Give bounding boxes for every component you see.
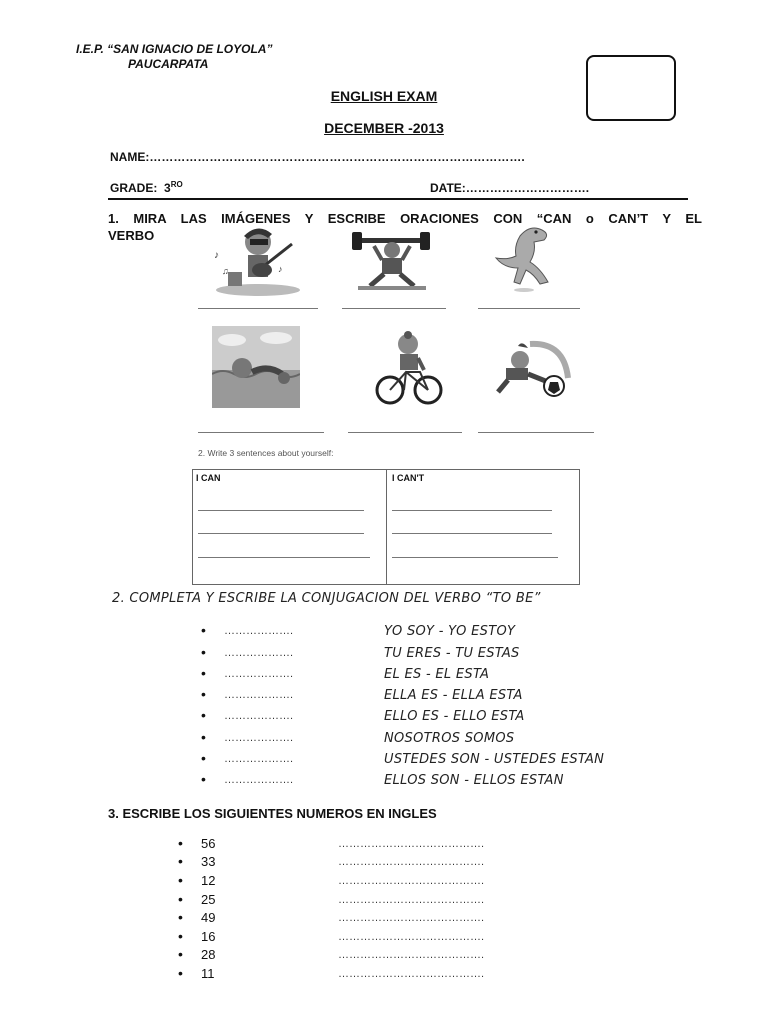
bullet: • (178, 891, 183, 907)
q1-sub-instruction: 2. Write 3 sentences about yourself: (198, 448, 334, 458)
name-field: NAME:…………………………………………………………………………………. (110, 150, 525, 164)
answer-line (392, 510, 552, 511)
conjugation-item: EL ES - EL ESTA (384, 667, 490, 682)
conjugation-item: NOSOTROS SOMOS (384, 731, 515, 746)
soccer-player-icon (490, 338, 574, 402)
number-item: 56 (201, 836, 216, 851)
number-blank: …………………………………. (338, 838, 485, 850)
answer-line (478, 432, 594, 433)
bullet: • (201, 771, 206, 787)
conjugation-item: YO SOY - YO ESTOY (384, 624, 516, 639)
conjugation-blank: ………………. (224, 753, 294, 765)
date-field: DATE:…………………………. (430, 181, 590, 195)
answer-line (198, 308, 318, 309)
table-divider (386, 469, 387, 584)
answer-line (198, 557, 370, 558)
q2-instruction: 2. COMPLETA Y ESCRIBE LA CONJUGACION DEL VERBO “TO BE” (112, 591, 541, 606)
conjugation-blank: ………………. (224, 710, 294, 722)
conjugation-blank: ………………. (224, 668, 294, 680)
swimmer-icon (212, 326, 300, 408)
answer-line (198, 510, 364, 511)
bullet: • (178, 909, 183, 925)
number-item: 28 (201, 947, 216, 962)
bullet: • (201, 707, 206, 723)
svg-text:♪: ♪ (278, 264, 283, 274)
cant-column-header: I CAN'T (392, 473, 425, 483)
number-item: 12 (201, 873, 216, 888)
cyclist-icon (374, 330, 444, 408)
dinosaur-icon (490, 222, 556, 294)
bullet: • (201, 686, 206, 702)
school-name: I.E.P. “SAN IGNACIO DE LOYOLA” (76, 42, 273, 56)
boy-guitar-icon (208, 222, 304, 298)
bullet: • (201, 644, 206, 660)
number-blank: …………………………………. (338, 931, 485, 943)
number-item: 33 (201, 854, 216, 869)
bullet: • (201, 729, 206, 745)
answer-line (198, 533, 364, 534)
answer-line (392, 533, 552, 534)
conjugation-blank: ………………. (224, 774, 294, 786)
school-district: PAUCARPATA (128, 57, 209, 71)
number-blank: …………………………………. (338, 856, 485, 868)
number-blank: …………………………………. (338, 949, 485, 961)
answer-line (342, 308, 446, 309)
grade-suffix: RO (170, 180, 183, 189)
conjugation-item: ELLOS SON - ELLOS ESTAN (384, 773, 564, 788)
header-divider (108, 198, 688, 200)
number-blank: …………………………………. (338, 912, 485, 924)
answer-line (478, 308, 580, 309)
svg-text:♫: ♫ (222, 266, 229, 276)
exam-date: DECEMBER -2013 (324, 120, 444, 136)
conjugation-item: ELLA ES - ELLA ESTA (384, 688, 523, 703)
number-blank: …………………………………. (338, 968, 485, 980)
number-blank: …………………………………. (338, 875, 485, 887)
conjugation-item: USTEDES SON - USTEDES ESTAN (384, 752, 605, 767)
bullet: • (178, 946, 183, 962)
answer-line (392, 557, 558, 558)
conjugation-blank: ………………. (224, 732, 294, 744)
q1-instruction-cont: VERBO (108, 228, 155, 243)
conjugation-blank: ………………. (224, 625, 294, 637)
q1-instruction: 1. MIRA LAS IMÁGENES Y ESCRIBE ORACIONES CON “CAN o CAN’T Y EL (108, 211, 702, 226)
grade-value: 3 (164, 181, 171, 195)
number-blank: …………………………………. (338, 894, 485, 906)
conjugation-item: TU ERES - TU ESTAS (384, 646, 520, 661)
answer-line (348, 432, 462, 433)
bullet: • (178, 853, 183, 869)
boy-dumbbell-icon (348, 228, 434, 294)
number-item: 11 (201, 966, 215, 981)
bullet: • (178, 928, 183, 944)
grade-label: GRADE: (110, 181, 158, 195)
answer-line (198, 432, 324, 433)
grade-field (110, 180, 183, 195)
conjugation-blank: ………………. (224, 689, 294, 701)
exam-title: ENGLISH EXAM (330, 88, 438, 104)
can-column-header: I CAN (196, 473, 221, 483)
bullet: • (178, 965, 183, 981)
conjugation-blank: ………………. (224, 647, 294, 659)
number-item: 16 (201, 929, 216, 944)
q3-instruction: 3. ESCRIBE LOS SIGUIENTES NUMEROS EN INGLES (108, 806, 437, 821)
svg-text:♪: ♪ (214, 250, 219, 261)
bullet: • (178, 835, 183, 851)
bullet: • (201, 622, 206, 638)
bullet: • (201, 750, 206, 766)
number-item: 49 (201, 910, 216, 925)
conjugation-item: ELLO ES - ELLO ESTA (384, 709, 525, 724)
number-item: 25 (201, 892, 216, 907)
bullet: • (178, 872, 183, 888)
bullet: • (201, 665, 206, 681)
